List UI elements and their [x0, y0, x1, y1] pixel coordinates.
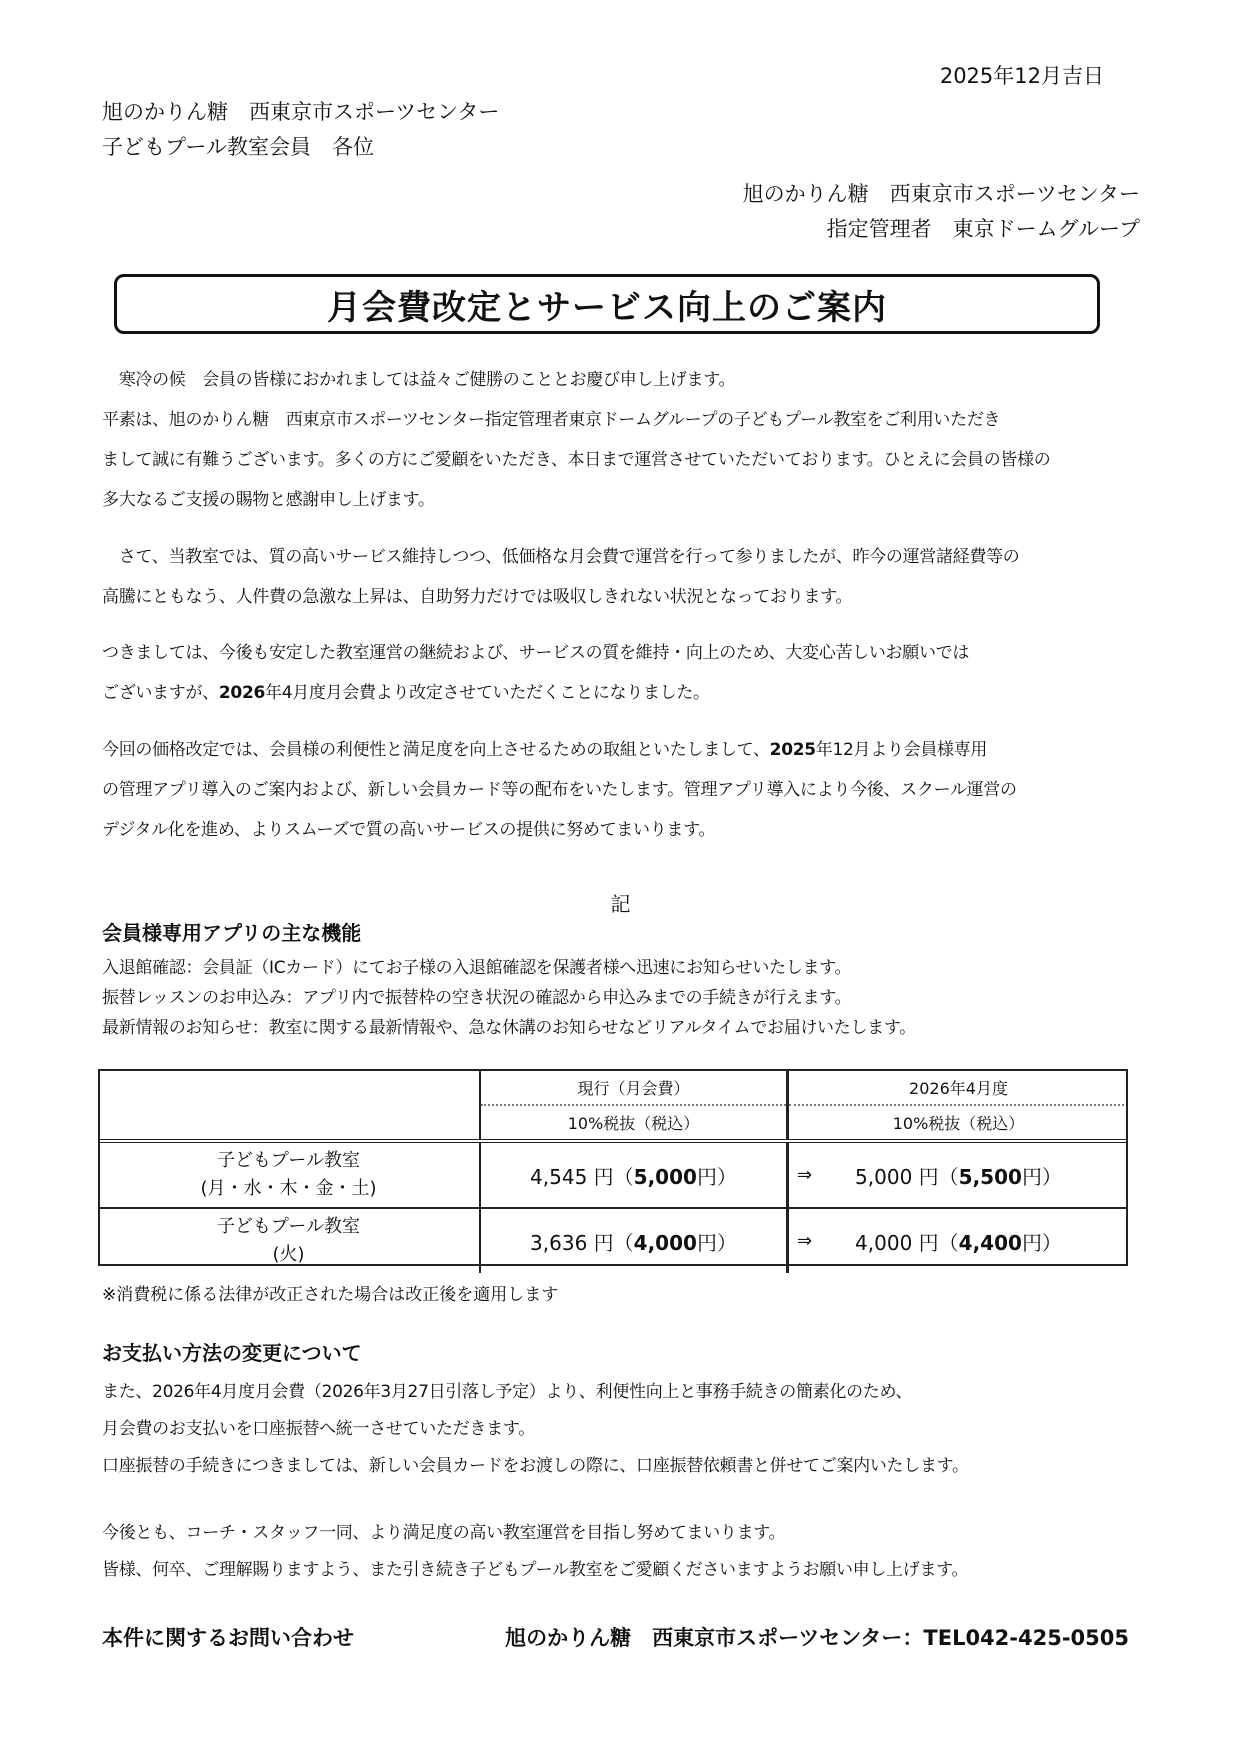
header-current: 現行（月会費） [480, 1071, 788, 1105]
payment-line: 口座振替の手続きにつきましては、新しい会員カードをお渡しの際に、口座振替依頼書と併せてご案内いたします。 [102, 1456, 969, 1476]
price-suffix: 円） [1021, 1230, 1062, 1255]
price-in-tax: 4,000 [633, 1230, 697, 1255]
text: 年4月度月会費より改定させていただくことになりました。 [265, 683, 710, 703]
price-ex-tax: 4,000 円（ [855, 1230, 959, 1255]
price-ex-tax: 4,545 円（ [530, 1164, 634, 1189]
class-name: 子どもプール教室 [216, 1150, 361, 1171]
paragraph-line: 平素は、旭のかりん糖 西東京市スポーツセンター指定管理者東京ドームグループの子どもプール教室をご利用いただき [102, 410, 1001, 430]
tax-note: ※消費税に係る法律が改正された場合は改正後を適用します [102, 1285, 559, 1305]
class-name-cell [98, 1208, 480, 1273]
feature-item: 最新情報のお知らせ：教室に関する最新情報や、急な休講のお知らせなどリアルタイムでお届けいたします。 [102, 1018, 916, 1038]
paragraph-line: の管理アプリ導入のご案内および、新しい会員カード等の配布をいたします。管理アプリ導入により今後、スクール運営の [102, 780, 1017, 800]
header-blank-cell [98, 1071, 480, 1141]
bold-year: 2025 [769, 740, 816, 760]
class-days: (火) [272, 1244, 305, 1265]
recipient-line-2: 子どもプール教室会員 各位 [102, 135, 374, 159]
price-suffix: 円） [696, 1164, 737, 1189]
current-price-cell [480, 1141, 788, 1208]
paragraph-line: 多大なるご支援の賜物と感謝申し上げます。 [102, 490, 435, 510]
page-title: 月会費改定とサービス向上のご案内 [327, 287, 887, 328]
paragraph-line: デジタル化を進め、よりスムーズで質の高いサービスの提供に努めてまいります。 [102, 820, 716, 840]
paragraph-line: 寒冷の候 会員の皆様におかれましては益々ご健勝のこととお慶び申し上げます。 [102, 370, 736, 390]
arrow-right-icon: ⇒ [797, 1230, 813, 1252]
paragraph-line: さて、当教室では、質の高いサービス維持しつつ、低価格な月会費で運営を行って参りましたが、昨今の運営諸経費等の [102, 547, 1020, 567]
paragraph-line [102, 678, 710, 703]
sender-line-1: 旭のかりん糖 西東京市スポーツセンター [742, 182, 1140, 206]
text: 今回の価格改定では、会員様の利便性と満足度を向上させるための取組といたしまして、 [102, 740, 770, 760]
letter-date: 2025年12月吉日 [939, 64, 1104, 88]
contact-label: 本件に関するお問い合わせ [102, 1626, 354, 1650]
table-row [98, 1208, 1128, 1273]
kigo-mark: 記 [610, 892, 631, 916]
subheader-new: 10%税抜（税込） [788, 1105, 1129, 1141]
closing-line: 皆様、何卒、ご理解賜りますよう、また引き続き子どもプール教室をご愛顧くださいますようお願い申し上げます。 [102, 1560, 969, 1580]
text: ございますが、 [102, 683, 219, 703]
payment-line: 月会費のお支払いを口座振替へ統一させていただきます。 [102, 1419, 535, 1439]
bold-year: 2026 [218, 683, 266, 703]
contact-info: 旭のかりん糖 西東京市スポーツセンター：TEL042-425-0505 [505, 1626, 1129, 1650]
class-name-cell [98, 1141, 480, 1208]
table-row [98, 1141, 1128, 1208]
class-name: 子どもプール教室 [216, 1216, 361, 1237]
paragraph-line: まして誠に有難うございます。多くの方にご愛顧をいただき、本日まで運営させていただいております。ひとえに会員の皆様の [102, 450, 1051, 470]
price-suffix: 円） [696, 1230, 737, 1255]
header-new: 2026年4月度 [788, 1071, 1129, 1105]
paragraph-line [102, 735, 987, 760]
price-suffix: 円） [1021, 1164, 1062, 1189]
price-table [98, 1071, 1128, 1273]
feature-item: 入退館確認：会員証（ICカード）にてお子様の入退館確認を保護者様へ迅速にお知らせいたします。 [102, 958, 852, 978]
new-price-cell [788, 1208, 1129, 1273]
table-header-row [98, 1071, 1128, 1105]
price-in-tax: 4,400 [958, 1230, 1022, 1255]
payment-heading: お支払い方法の変更について [102, 1341, 362, 1365]
title-box [114, 274, 1100, 334]
class-days: (月・水・木・金・土) [200, 1178, 377, 1199]
app-features-heading: 会員様専用アプリの主な機能 [102, 921, 362, 945]
new-price-cell [788, 1141, 1129, 1208]
closing-line: 今後とも、コーチ・スタッフ一同、より満足度の高い教室運営を目指し努めてまいります。 [102, 1523, 786, 1543]
subheader-current: 10%税抜（税込） [480, 1105, 788, 1141]
price-ex-tax: 5,000 円（ [855, 1164, 959, 1189]
paragraph-line: つきましては、今後も安定した教室運営の継続および、サービスの質を維持・向上のため、大変心苦しいお願いでは [102, 643, 970, 663]
payment-line: また、2026年4月度月会費（2026年3月27日引落し予定）より、利便性向上と事務手続きの簡素化のため、 [102, 1382, 913, 1402]
current-price-cell [480, 1208, 788, 1273]
price-in-tax: 5,000 [633, 1164, 697, 1189]
price-ex-tax: 3,636 円（ [530, 1230, 634, 1255]
recipient-line-1: 旭のかりん糖 西東京市スポーツセンター [102, 100, 500, 124]
sender-line-2: 指定管理者 東京ドームグループ [826, 217, 1140, 241]
paragraph-line: 高騰にともなう、人件費の急激な上昇は、自助努力だけでは吸収しきれない状況となっております。 [102, 587, 853, 607]
text: 年12月より会員様専用 [815, 740, 988, 760]
feature-item: 振替レッスンのお申込み：アプリ内で振替枠の空き状況の確認から申込みまでの手続きが行えます。 [102, 988, 852, 1008]
arrow-right-icon: ⇒ [797, 1164, 813, 1186]
price-in-tax: 5,500 [958, 1164, 1022, 1189]
